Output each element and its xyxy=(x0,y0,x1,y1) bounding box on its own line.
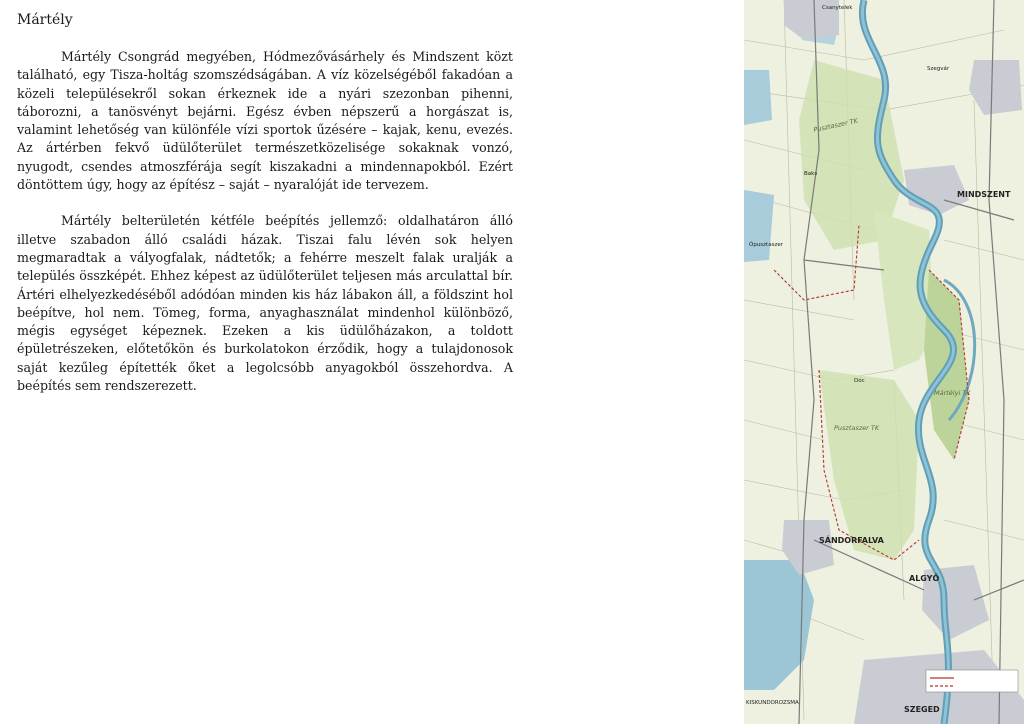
label-csanytelek: Csanytelek xyxy=(822,5,853,11)
label-baks: Baks xyxy=(804,171,818,177)
lake-west xyxy=(744,190,774,262)
paragraph-2: Mártély belterületén kétféle beépítés jellemző: oldalhatáron álló illetve szabadon álló családi házak. Tiszai falu lévén sok helyen megmaradtak a vályogfalak, nádtetők; a fehérre meszelt falak uralják a település összképét. Ehhez képest az üdülőterület teljesen más arculattal bír. Ártéri elhelyezkedéséből adódóan minden kis ház lábakon áll, a földszint hol beépítve, hol nem. Tömeg, forma, anyaghasználat mindenhol különböző, mégis egységet képeznek. Ezeken a kis üdülőházakon, a toldott épületrészeken, előtetőkön és burkolatokon érződik, hogy a tulajdonosok saját kezűleg építették őket a legolcsóbb anyagokból összehordva. A beépítés sem rendszerezett. xyxy=(17,213,513,394)
label-pusztaszer-tk-north: Pusztaszer TK xyxy=(812,116,859,134)
label-algyo: ALGYŐ xyxy=(909,574,940,583)
document-title: Mártély xyxy=(17,12,73,28)
text-column xyxy=(17,12,513,413)
label-kiskundorozsma: KISKUNDOROZSMA xyxy=(746,700,799,706)
paragraph-1: Mártély Csongrád megyében, Hódmezővásárhely és Mindszent közt található, egy Tisza-holtág szomszédságában. A víz közelségéből fakadóan a közeli településekről sokan érkeznek ide a nyári szezonban pihenni, táborozni, a tanösvényt bejárni. Egész évben népszerű a horgászat is, valamint lehetőség van különféle vízi sportok űzésére – kajak, kenu, evezés. Az ártérben fekvő üdülőterület természetközelisége sokaknak vonzó, nyugodt, csendes atmoszférája segít kiszakadni a mindennapokból. Ezért döntöttem úgy, hogy az építész – saját – nyaralóját ide tervezem. xyxy=(17,49,513,193)
lake-north xyxy=(744,70,772,125)
label-mindszent: MINDSZENT xyxy=(957,190,1011,199)
map-legend xyxy=(926,670,1018,692)
region-map xyxy=(744,0,1024,724)
map-graphic xyxy=(744,0,1024,724)
label-opusztaszer: Ópusztaszer xyxy=(749,242,783,248)
label-pusztaszer-tk-south: Pusztaszer TK xyxy=(834,424,880,432)
label-szegvar: Szegvár xyxy=(927,66,950,72)
label-dog: Dóc xyxy=(854,378,865,384)
label-martelyi-tk: Mártélyi TK xyxy=(934,389,971,397)
label-szeged: SZEGED xyxy=(904,705,940,714)
label-sandorfalva: SÁNDORFALVA xyxy=(819,536,884,545)
